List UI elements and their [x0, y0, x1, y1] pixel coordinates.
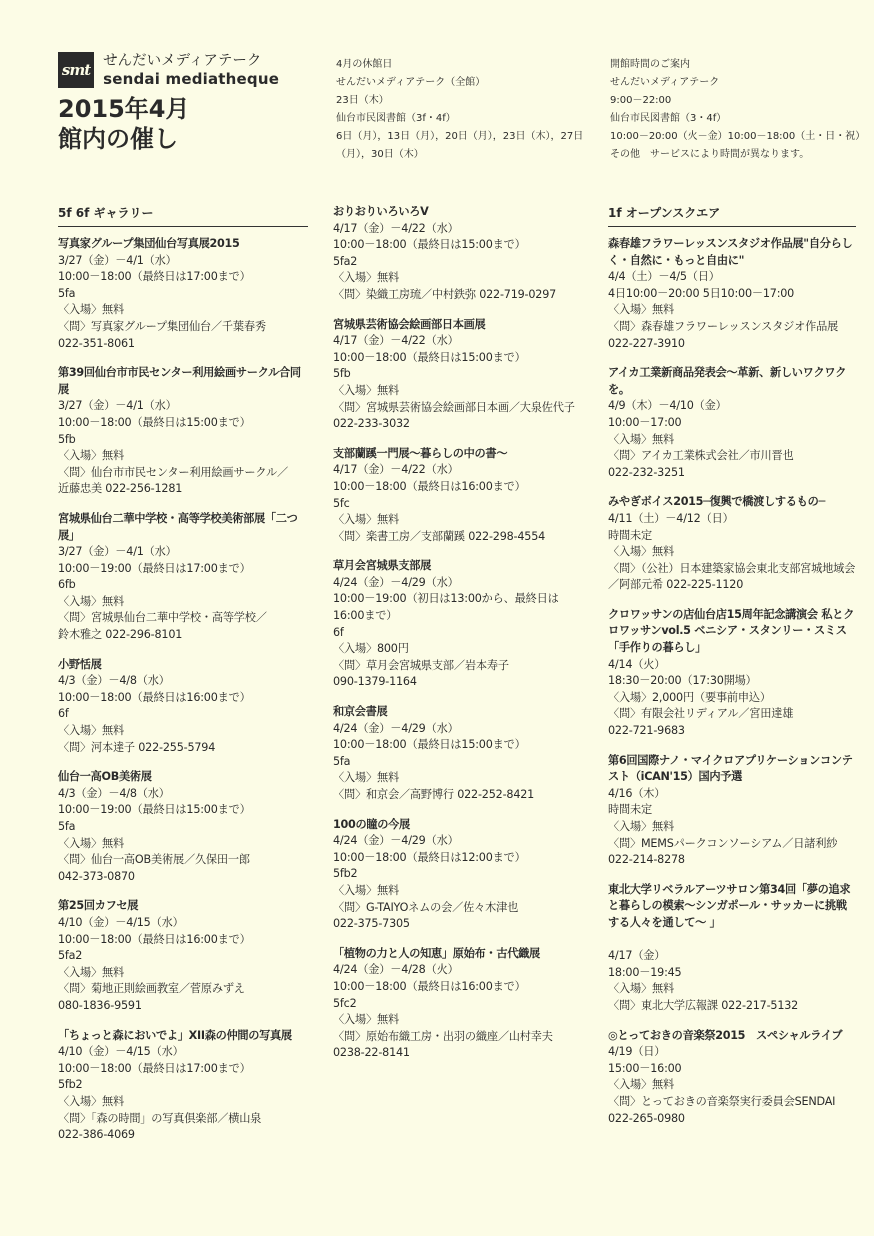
event-listing	[608, 236, 856, 352]
event-listing	[58, 236, 308, 352]
event-detail: 6f	[58, 707, 69, 721]
event-detail: 4/14（火）	[608, 657, 666, 671]
event-detail: 〈入場〉無料	[333, 513, 399, 527]
event-detail: 5fa	[58, 286, 76, 300]
event-listing	[58, 898, 308, 1014]
event-detail: 10:00－18:00（最終日は15:00まで）	[58, 415, 251, 429]
event-detail: 10:00－18:00（最終日は15:00まで）	[333, 238, 526, 252]
event-detail: 10:00－18:00（最終日は16:00まで）	[58, 932, 251, 946]
event-detail: 10:00－18:00（最終日は15:00まで）	[333, 350, 526, 364]
event-detail: 3/27（金）－4/1（水）	[58, 545, 177, 559]
event-detail: 〈入場〉無料	[58, 303, 124, 317]
event-detail: 〈入場〉無料	[608, 432, 674, 446]
event-listing	[58, 657, 308, 757]
event-listing	[608, 494, 856, 594]
closed-days-line: 23日（木）	[336, 95, 389, 106]
event-detail: 042-373-0870	[58, 869, 135, 883]
event-detail: 6fb	[58, 578, 76, 592]
event-detail: 〈入場〉無料	[333, 271, 399, 285]
opening-hours-info	[610, 56, 866, 164]
event-listing	[333, 317, 589, 433]
closed-days-info	[336, 56, 591, 164]
event-listing	[58, 1028, 308, 1144]
title-month: 2015年4月	[58, 95, 190, 123]
event-title: 宮城県仙台二華中学校・高等学校美術部展「二つ展」	[58, 511, 298, 542]
event-detail: 0238-22-8141	[333, 1046, 410, 1060]
event-detail: 10:00－18:00（最終日は17:00まで）	[58, 1061, 251, 1075]
closed-days-line: 6日（月），13日（月），20日（月），23日（木），27日（月），30日（木）	[336, 131, 584, 160]
event-detail: 〈入場〉800円	[333, 642, 409, 656]
event-detail: 022-386-4069	[58, 1128, 135, 1142]
event-detail: 4日10:00－20:00 5日10:00－17:00	[608, 286, 795, 300]
event-detail: 〈問〉アイカ工業株式会社／市川晋也	[608, 449, 794, 463]
event-detail: 〈問〉宮城県芸術協会絵画部日本画／大泉佐代子	[333, 400, 575, 414]
logo-name-ja: せんだいメディアテーク	[103, 53, 262, 69]
event-detail: 4/16（木）	[608, 786, 666, 800]
event-detail: 5fa2	[333, 254, 358, 268]
logo-text	[103, 52, 279, 88]
event-detail: 022-227-3910	[608, 336, 685, 350]
event-detail: 4/4（土）－4/5（日）	[608, 270, 720, 284]
event-detail: 〈問〉G-TAIYOネムの会／佐々木津也	[333, 900, 519, 914]
event-title: 仙台一高OB美術展	[58, 770, 152, 784]
event-detail: 〈問〉和京会／高野博行 022-252-8421	[333, 788, 535, 801]
event-detail: 4/3（金）－4/8（水）	[58, 674, 170, 688]
event-title: 小野恬展	[58, 657, 102, 671]
logo-name-en: sendai mediatheque	[103, 70, 280, 88]
event-title: 第25回カフセ展	[58, 899, 139, 913]
event-detail: 〈入場〉2,000円（要事前申込）	[608, 690, 771, 704]
event-detail: 〈問〉（公社）日本建築家協会東北支部宮城地域会	[608, 561, 856, 575]
title-events: 館内の催し	[58, 125, 178, 153]
event-detail: 〈入場〉無料	[58, 1094, 124, 1108]
event-detail: 〈問〉写真家グループ集団仙台／千葉春秀	[58, 319, 266, 333]
event-title: 東北大学リベラルアーツサロン第34回「夢の追求と暮らしの模索～シンガポール・サッカーに挑戦する人々を通して～ 」	[608, 882, 851, 929]
event-title: 「ちょっと森においでよ」XII森の仲間の写真展	[58, 1028, 292, 1042]
event-detail: 16:00まで）	[333, 609, 398, 623]
event-detail: 18:00－19:45	[608, 965, 682, 979]
event-detail: 5fa2	[58, 949, 83, 963]
event-detail: 〈入場〉無料	[58, 449, 124, 463]
event-title: 支部蘭蹊一門展～暮らしの中の書～	[333, 446, 508, 460]
event-detail: 〈問〉MEMSパークコンソーシアム／日諸利紗	[608, 836, 838, 850]
event-detail: 4/17（金）－4/22（水）	[333, 463, 459, 477]
event-title: 和京会書展	[333, 705, 388, 719]
event-detail: 〈問〉有限会社リディアル／宮田達雄	[608, 707, 794, 721]
logo	[58, 52, 279, 88]
event-detail: 10:00－18:00（最終日は15:00まで）	[333, 738, 526, 752]
event-detail: 〈問〉原始布織工房・出羽の織座／山村幸夫	[333, 1029, 553, 1043]
event-detail: 022-214-8278	[608, 853, 685, 867]
event-title: 「植物の力と人の知恵」原始布・古代織展	[333, 946, 540, 960]
event-detail: 〈入場〉無料	[608, 1078, 674, 1092]
event-detail: 10:00－18:00（最終日は16:00まで）	[58, 690, 251, 704]
event-title: 第39回仙台市市民センター利用絵画サークル合同展	[58, 366, 301, 396]
event-listing	[333, 817, 589, 933]
event-detail: 〈問〉東北大学広報課 022-217-5132	[608, 998, 799, 1012]
event-title: アイカ工業新商品発表会～革新、新しいワクワクを。	[608, 366, 847, 396]
event-detail: 4/17（金）	[608, 949, 666, 963]
event-detail: 3/27（金）－4/1（水）	[58, 253, 177, 267]
event-detail: 5fa	[58, 820, 76, 833]
event-detail: 022-351-8061	[58, 336, 135, 350]
gallery-column-continued	[333, 204, 589, 1075]
hours-line: 10:00－20:00（火－金）10:00－18:00（土・日・祝）	[610, 131, 866, 142]
event-listing	[608, 753, 856, 869]
event-detail: 4/24（金）－4/29（水）	[333, 721, 459, 735]
page-title	[58, 94, 190, 154]
section-heading: 1f オープンスクエア	[608, 204, 856, 227]
event-detail: 080-1836-9591	[58, 998, 142, 1012]
event-detail: 4/17（金）－4/22（水）	[333, 221, 459, 235]
event-title: 森春雄フラワーレッスンスタジオ作品展"自分らしく・自然に・もっと自由に"	[608, 237, 853, 267]
event-detail: 〈入場〉無料	[58, 594, 124, 608]
event-detail: 5fb2	[58, 1078, 83, 1092]
event-detail: 5fc2	[333, 996, 357, 1010]
event-detail: 10:00－19:00（最終日は17:00まで）	[58, 561, 251, 575]
event-detail: 4/24（金）－4/29（水）	[333, 575, 459, 589]
event-detail: 10:00－18:00（最終日は16:00まで）	[333, 479, 526, 493]
hours-line: 仙台市民図書館（3・4f）	[610, 113, 727, 124]
event-detail: 〈問〉染織工房琉／中村鉄弥 022-719-0297	[333, 287, 557, 301]
event-listing	[608, 365, 856, 481]
event-detail: 〈問〉森春雄フラワーレッスンスタジオ作品展	[608, 319, 839, 333]
event-listing	[608, 882, 856, 1015]
event-detail: 10:00－19:00（最終日は15:00まで）	[58, 803, 251, 817]
event-title: 100の瞳の今展	[333, 817, 410, 831]
event-detail: 〈問〉仙台一高OB美術展／久保田一郎	[58, 853, 250, 867]
gallery-column	[58, 204, 308, 1157]
event-detail: 〈入場〉無料	[333, 771, 399, 785]
event-detail: 5fb	[58, 432, 76, 446]
event-detail: 6f	[333, 625, 344, 639]
event-detail: 〈入場〉無料	[608, 982, 674, 996]
event-detail: 4/9（木）－4/10（金）	[608, 399, 727, 413]
event-detail: 4/17（金）－4/22（水）	[333, 334, 459, 348]
event-title: おりおりいろいろV	[333, 205, 429, 218]
event-detail: 4/19（日）	[608, 1045, 666, 1059]
event-listing	[58, 365, 308, 498]
event-listing	[333, 946, 589, 1062]
event-title: 第6回国際ナノ・マイクロアプリケーションコンテスト（iCAN'15）国内予選	[608, 753, 853, 784]
event-detail: 5fb2	[333, 867, 358, 881]
event-listing	[58, 511, 308, 644]
event-detail: 15:00－16:00	[608, 1061, 682, 1075]
event-detail: 〈入場〉無料	[608, 820, 674, 833]
event-detail: 10:00－19:00（初日は13:00から、最終日は	[333, 592, 559, 606]
event-detail: 4/3（金）－4/8（水）	[58, 786, 170, 800]
event-detail: 4/11（土）－4/12（日）	[608, 511, 734, 525]
event-detail: 022-232-3251	[608, 465, 685, 479]
hours-line: 9:00－22:00	[610, 95, 672, 106]
hours-line: せんだいメディアテーク	[610, 77, 720, 88]
event-detail: 〈入場〉無料	[58, 836, 124, 850]
event-listing	[333, 558, 589, 691]
event-detail: 〈問〉草月会宮城県支部／岩本寿子	[333, 658, 509, 672]
event-title: クロワッサンの店仙台店15周年記念講演会 私とクロワッサンvol.5 ベニシア・スタンリー・スミス「手作りの暮らし」	[608, 607, 855, 655]
event-listing	[333, 704, 589, 804]
event-detail: 近藤忠美 022-256-1281	[58, 482, 183, 496]
event-detail: 090-1379-1164	[333, 675, 417, 689]
event-detail: 10:00－17:00	[608, 415, 682, 429]
open-square-column	[608, 204, 856, 1140]
event-detail: 〈問〉菊地正則絵画教室／菅原みずえ	[58, 982, 245, 996]
event-title: 草月会宮城県支部展	[333, 559, 431, 573]
event-detail: 10:00－18:00（最終日は16:00まで）	[333, 979, 526, 993]
event-detail: 時間未定	[608, 803, 652, 817]
event-detail: 時間未定	[608, 528, 652, 542]
event-detail: 022-721-9683	[608, 724, 685, 738]
event-detail: 〈問〉「森の時間」の写真倶楽部／横山泉	[58, 1111, 262, 1125]
event-detail: 〈入場〉無料	[333, 1013, 399, 1027]
event-title: ◎とっておきの音楽祭2015 スペシャルライブ	[608, 1028, 843, 1042]
event-detail: 3/27（金）－4/1（水）	[58, 399, 177, 413]
closed-days-heading: 4月の休館日	[336, 59, 393, 70]
event-detail: 〈入場〉無料	[608, 303, 674, 317]
event-listing	[333, 204, 589, 304]
event-detail: 〈問〉河本達子 022-255-5794	[58, 740, 216, 754]
event-detail: 18:30－20:00（17:30開場）	[608, 674, 757, 688]
event-detail: 4/10（金）－4/15（水）	[58, 1045, 184, 1059]
event-detail: 〈入場〉無料	[58, 724, 124, 738]
event-title: 写真家グループ集団仙台写真展2015	[58, 237, 240, 250]
event-detail: 鈴木雅之 022-296-8101	[58, 628, 183, 642]
hours-heading: 開館時間のご案内	[610, 59, 690, 70]
event-detail: 4/10（金）－4/15（水）	[58, 915, 184, 929]
event-detail: 〈問〉仙台市市民センター利用絵画サークル／	[58, 465, 288, 479]
closed-days-line: 仙台市民図書館（3f・4f）	[336, 113, 456, 124]
event-title: 宮城県芸術協会絵画部日本画展	[333, 317, 486, 331]
event-detail: 022-233-3032	[333, 417, 410, 431]
event-detail: 〈問〉宮城県仙台二華中学校・高等学校／	[58, 611, 267, 625]
event-detail: 4/24（金）－4/29（水）	[333, 834, 459, 848]
event-detail: 10:00－18:00（最終日は17:00まで）	[58, 270, 251, 284]
event-detail: 5fc	[333, 496, 350, 510]
closed-days-line: せんだいメディアテーク（全館）	[336, 77, 486, 88]
smt-logo-mark: smt	[58, 52, 94, 88]
event-detail: 022-265-0980	[608, 1111, 685, 1125]
event-detail: 5fa	[333, 754, 351, 768]
event-detail: 〈入場〉無料	[333, 883, 399, 897]
event-detail: 5fb	[333, 367, 351, 381]
event-detail: ／阿部元希 022-225-1120	[608, 578, 744, 592]
event-listing	[608, 1028, 856, 1128]
event-detail: 〈入場〉無料	[333, 383, 399, 397]
event-listing	[608, 607, 856, 740]
event-title: みやぎボイス2015─復興で橋渡しするもの─	[608, 495, 825, 509]
event-detail: 〈問〉とっておきの音楽祭実行委員会SENDAI	[608, 1094, 836, 1108]
event-detail: 4/24（金）－4/28（火）	[333, 963, 459, 977]
event-listing	[58, 769, 308, 885]
event-detail: 022-375-7305	[333, 917, 410, 931]
event-detail	[608, 932, 856, 949]
event-detail: 10:00－18:00（最終日は12:00まで）	[333, 850, 526, 864]
event-detail: 〈問〉楽書工房／支部蘭蹊 022-298-4554	[333, 529, 546, 543]
section-heading: 5f 6f ギャラリー	[58, 204, 308, 227]
event-detail: 〈入場〉無料	[608, 545, 674, 559]
event-detail: 〈入場〉無料	[58, 965, 124, 979]
event-listing	[333, 446, 589, 546]
hours-line: その他 サービスにより時間が異なります。	[610, 149, 810, 160]
